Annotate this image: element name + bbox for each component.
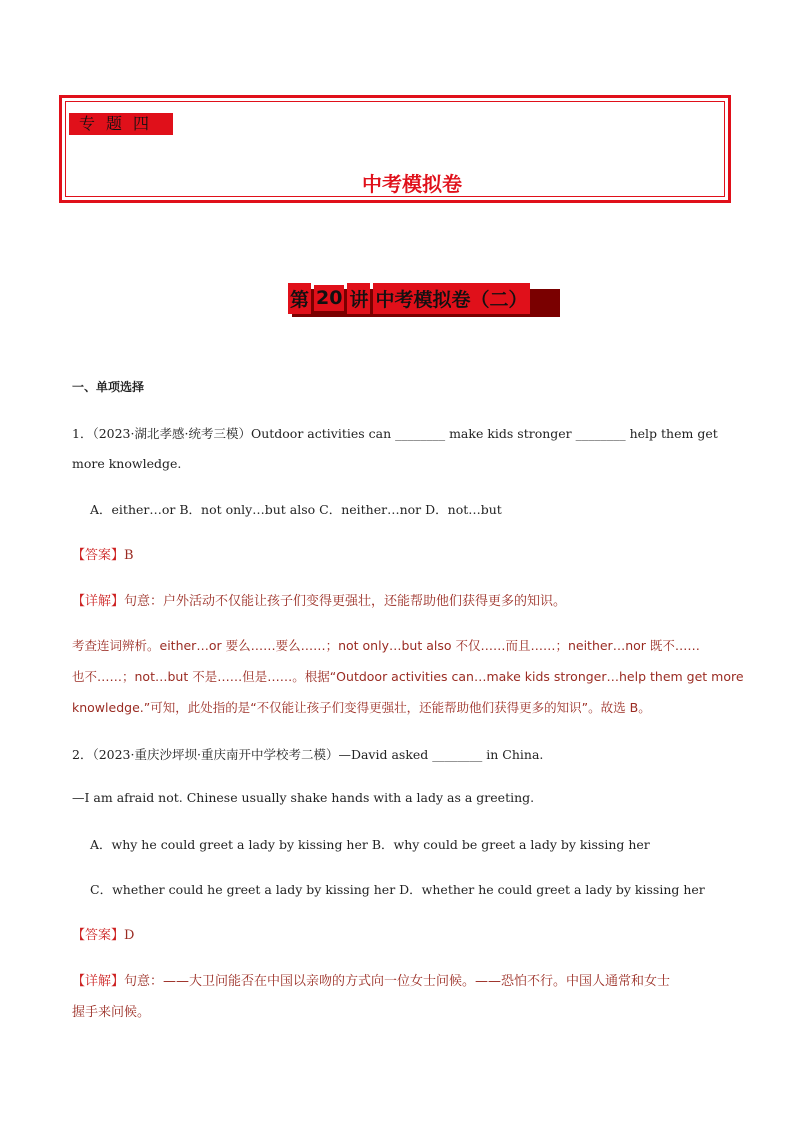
q1-explain-line1 bbox=[72, 590, 566, 609]
q2-explain-line1 bbox=[72, 970, 670, 989]
explain-text: 句意：——大卫问能否在中国以亲吻的方式向一位女士问候。——恐怕不行。中国人通常和女士 bbox=[124, 974, 671, 989]
q1-explain-line3: 也不……；not…but 不是……但是……。根据“Outdoor activities can…make kids stronger…help them get more bbox=[72, 669, 744, 684]
q1-options: A．either…or B．not only…but also C．neither…nor D．not…but bbox=[90, 502, 502, 517]
q1-answer bbox=[72, 544, 134, 563]
q2-explain-line2: 握手来问候。 bbox=[72, 1005, 151, 1020]
lesson-title-part: 中考模拟卷（二） bbox=[373, 283, 529, 314]
lesson-title-part: 第 bbox=[288, 283, 311, 314]
section-heading: 一、单项选择 bbox=[72, 380, 145, 394]
explain-label: 【详解】 bbox=[72, 974, 125, 989]
topic-tag: 专题四 bbox=[69, 113, 173, 135]
answer-label: 【答案】 bbox=[72, 928, 125, 943]
q2-stem-line2: —I am afraid not. Chinese usually shake hands with a lady as a greeting. bbox=[72, 790, 535, 805]
answer-label: 【答案】 bbox=[72, 548, 125, 563]
q2-options-line2: C．whether could he greet a lady by kissing her D．whether he could greet a lady by kissing her bbox=[90, 882, 705, 897]
q1-stem-line1: 1．（2023·湖北孝感·统考三模）Outdoor activities can ________ make kids stronger ________ help them get bbox=[72, 426, 718, 441]
explain-label: 【详解】 bbox=[72, 594, 125, 609]
main-title: 中考模拟卷 bbox=[362, 172, 462, 196]
q1-explain-line4: knowledge.”可知，此处指的是“不仅能让孩子们变得更强壮，还能帮助他们获得更多的知识”。故选 B。 bbox=[72, 700, 651, 715]
lesson-title-part: 20 bbox=[316, 287, 343, 309]
q1-explain-line2: 考查连词辨析。either…or 要么……要么……；not only…but also 不仅……而且……；neither…nor 既不…… bbox=[72, 638, 700, 653]
answer-value: B bbox=[124, 548, 134, 563]
lesson-title bbox=[288, 284, 533, 312]
lesson-title-part: 讲 bbox=[347, 283, 370, 314]
q2-stem-line1: 2．（2023·重庆沙坪坝·重庆南开中学校考二模）—David asked ________ in China. bbox=[72, 747, 544, 762]
q2-options-line1: A．why he could greet a lady by kissing her B．why could be greet a lady by kissing her bbox=[90, 837, 650, 852]
q1-stem-line2: more knowledge. bbox=[72, 456, 182, 471]
answer-value: D bbox=[124, 928, 135, 943]
q2-answer bbox=[72, 924, 134, 943]
explain-text: 句意：户外活动不仅能让孩子们变得更强壮，还能帮助他们获得更多的知识。 bbox=[124, 594, 567, 609]
